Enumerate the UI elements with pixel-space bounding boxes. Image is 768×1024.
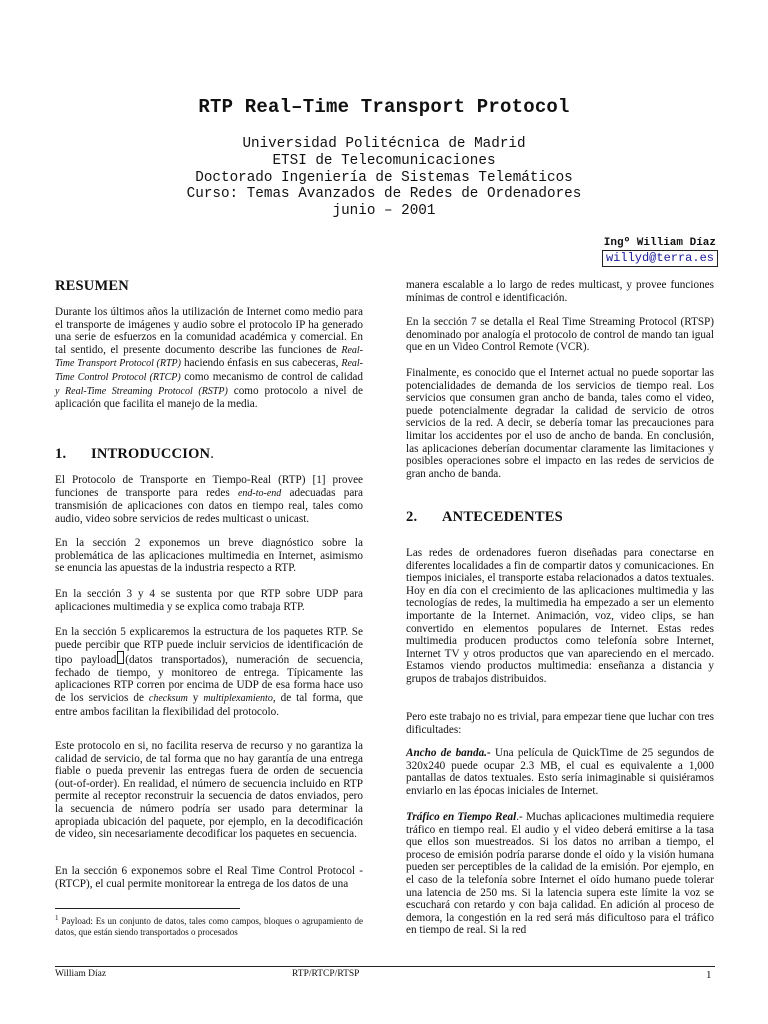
resumen-heading: RESUMEN <box>55 278 129 294</box>
resumen-paragraph: Durante los últimos años la utilización de Internet como medio para el transporte de imágenes y audio sobre el protocolo IP ha generado una serie de esfuerzos en la comunidad académica y comercial. En tal sentido, el presente documento describe las funciones de Real-Time Transport Protocol (RTP) haciendo énfasis en sus cabeceras, Real-Time Control Protocol (RTCP) como mecanismo de control de calidad y Real-Time Streaming Protocol (RSTP) como protocolo a nivel de aplicación que facilita el manejo de la media. <box>55 306 363 411</box>
intro-paragraph-6: En la sección 6 exponemos sobre el Real Time Control Protocol - (RTCP), el cual permite monitorear la entrega de los datos de una <box>55 865 363 890</box>
affiliation-block <box>0 136 768 220</box>
trafico-tiempo-real-paragraph: Tráfico en Tiempo Real.- Muchas aplicaciones multimedia requiere tráfico en tiempo real. El audio y el video deberá emitirse a la tasa que ellos son muestreados. Si los datos no arriban a tiempo, el proceso de emisión podría pararse donde el oído y la visión humana pueden ser perceptibles de la calidad de la emisión. Por ejemplo, en el caso de la telefonía sobre Internet el oído humano puede tolerar una latencia de 250 ms. Si la latencia supera este límite la voz se escuchará con retardo y con baja calidad. En adición al proceso de demora, la congestión en la red será más dificultoso para el tráfico en tiempo de real. Si la red <box>406 811 714 937</box>
intro-paragraph-9: Finalmente, es conocido que el Internet actual no puede soportar las potencialidades de demanda de los servicios de tiempo real. Los servicios que consumen gran ancho de banda, tales como el video, puede potencialmente degradar la calidad de servicio de otros servicios de la red. A decir, se debería tomar las precauciones para limitar los accidentes por el uso de ancho de banda. En conclusión, las aplicaciones deberían documentar claramente las limitaciones y posibles operaciones sobre el impacto en las redes de servicios de gran ancho de banda. <box>406 367 714 480</box>
footnote: $^1$ Payload: Es un conjunto de datos, tales como campos, bloques o agrupamiento de datos, que están siendo transportados o procesados <box>55 914 363 938</box>
author-name: Ingº William Díaz <box>603 237 716 249</box>
intro-paragraph-3: En la sección 3 y 4 se sustenta por que RTP sobre UDP para aplicaciones multimedia y se explica como trabaja RTP. <box>55 588 363 613</box>
footnote-rule <box>55 908 240 909</box>
intro-paragraph-8: En la sección 7 se detalla el Real Time Streaming Protocol (RTSP) denominado por analogía el protocolo de control de mando tan igual que en un Video Control Remote (VCR). <box>406 316 714 354</box>
footer-rule <box>55 966 715 967</box>
footnote-marker <box>117 651 124 664</box>
paper-title: RTP Real–Time Transport Protocol <box>198 96 570 118</box>
intro-heading: 1. INTRODUCCION. <box>55 446 215 462</box>
affiliation-line: junio – 2001 <box>332 203 436 220</box>
page-number: 1 <box>706 969 712 981</box>
antecedentes-heading: 2. ANTECEDENTES <box>406 509 563 525</box>
intro-paragraph-1: El Protocolo de Transporte en Tiempo-Real (RTP) [1] provee funciones de transporte para redes end-to-end adecuadas para transmisión de aplicaciones con datos en tiempo real, tales como audio, video sobre servicios de redes multicast o unicast. <box>55 474 363 525</box>
antecedentes-paragraph-2: Pero este trabajo no es trivial, para empezar tiene que luchar con tres dificultades: <box>406 711 714 736</box>
affiliation-line: Doctorado Ingeniería de Sistemas Telemáticos <box>195 169 573 186</box>
intro-paragraph-4: En la sección 5 explicaremos la estructura de los paquetes RTP. Se puede percibir que RTP puede incluir servicios de identificación de tipo payload (datos transportados), numeración de secuencia, fechado de tiempo, y monitoreo de entrega. Típicamente las aplicaciones RTP corren por encima de UDP de esa forma hace uso de los servicios de checksum y multiplexamiento, de tal forma, que entre ambos facilitan la flexibilidad del protocolo. <box>55 626 364 718</box>
affiliation-line: ETSI de Telecomunicaciones <box>272 152 496 169</box>
affiliation-line: Curso: Temas Avanzados de Redes de Ordenadores <box>186 186 582 203</box>
author-email-link[interactable]: willyd@terra.es <box>602 250 718 267</box>
footer-topic: RTP/RTCP/RTSP <box>292 969 360 979</box>
affiliation-line: Universidad Politécnica de Madrid <box>242 136 526 152</box>
ancho-de-banda-paragraph: Ancho de banda.- Una película de QuickTime de 25 segundos de 320x240 puede ocupar 2.3 MB, el cual es equivalente a 1,000 pantallas de datos textuales. Esto sería inimaginable si quisiéramos enviarlo en las épocas iniciales de Internet. <box>406 747 714 797</box>
intro-paragraph-5: Este protocolo en si, no facilita reserva de recurso y no garantiza la calidad de servicio, de tal forma que no hay garantía de una entrega fiable o pueda prevenir las entregas fuera de orden de secuencia (out-of-order). En realidad, el número de secuencia incluido en RTP permite al receptor reconstruir la secuencia de datos enviados, pero la secuencia de número podría ser usado para determinar la apropiada ubicación del paquete, por ejemplo, en la decodificación de video, sin necesariamente decodificar los paquetes en secuencia. <box>55 740 363 841</box>
intro-paragraph-2: En la sección 2 exponemos un breve diagnóstico sobre la problemática de las aplicaciones multimedia en Internet, asimismo se enuncia las apuestas de la industria respecto a RTP. <box>55 537 363 575</box>
intro-paragraph-7: manera escalable a lo largo de redes multicast, y provee funciones mínimas de control e identificación. <box>406 279 714 304</box>
antecedentes-paragraph-1: Las redes de ordenadores fueron diseñadas para conectarse en diferentes localidades a fin de compartir datos y comunicaciones. En tiempos iniciales, el transporte estaba relacionados a datos textuales. Hoy en día con el crecimiento de las aplicaciones multimedia y las tecnologías de redes, la multimedia ha empezado a ser un elemento importante de la Internet. Animación, voz, video clips, se han convertido en elementos populares de Internet. Estas redes multimedia producen productos como telefonía sobre Internet, Internet TV y otros productos que van apareciendo en el mercado. Estamos viendo productos multimedia: enseñanza a distancia y grupos de trabajos distribuidos. <box>406 547 714 685</box>
footer-author: William Díaz <box>55 969 107 979</box>
